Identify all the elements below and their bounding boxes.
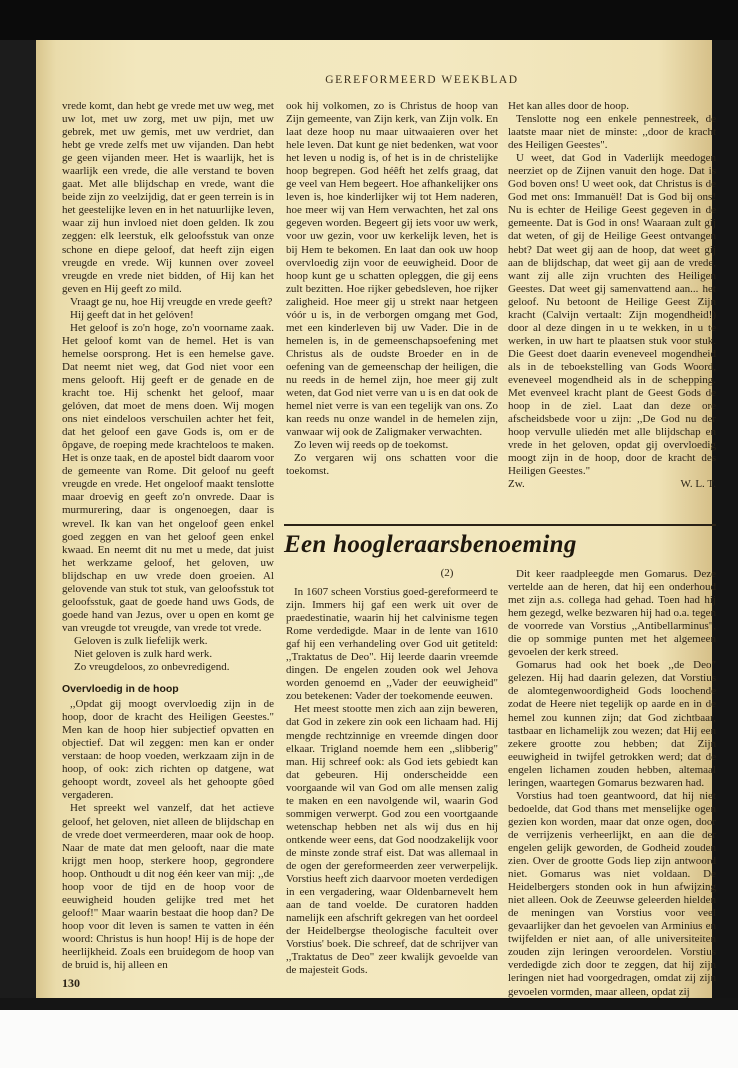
verse-line: Zo vreugdeloos, zo onbevredigend.: [74, 661, 230, 674]
article-title: Een hoogleraarsbenoeming: [284, 531, 577, 558]
paragraph: Het spreekt wel vanzelf, dat het actieve geloof, het geloven, niet alleen de blijdschap en de vrede doet vermeerderen, maar ook de hoop. Naar de mate dat men gelooft, naar die mate krijgt men hoop, sterkere hoop, gegrondere hoop. Onthoudt u dit nog één keer van mij: ,,de hoop voor de tijd en de hoop voor de eeuwigheid houden gelijke tred met het geloof!" Maar waarin bestaat die hoop dan? De hoop voor dit leven is samen te vatten in één woord: Christus is hun hoop! Hij is de hope der heerlijkheid. Zoals een bruidegom de hoop van de bruid is, hij alleen en: [62, 802, 274, 972]
article-column-left: [286, 586, 498, 977]
paragraph: Het geloof is zo'n hoge, zo'n voorname zaak. Het geloof komt van de hemel. Het is van hemelse oorsprong. Het is een hemelse gave. Dat neemt niet weg, dat God niet voor een mens gelooft. Hij geeft er de genade en de kracht toe. Hij schenkt het geloof, maar gelóven, dat moet de mens doen. Wij mogen ons niet eindeloos verschuilen achter het feit, dat het geloof een gave Gods is, om er de ôpgave, de roeping mede krachteloos te maken. Het is onze taak, en de apostel bidt daarom voor de gemeente van Rome. Dit geloof nu geeft vreugde en vrede. Het ongeloof maakt tenslotte maar droevig en geeft zo'n onvrede. Daar is murmurering, daar is ongenoegen, daar is wrevel. Ik kan van het ongeloof geen enkel goed zeggen en van het geloof geen enkel kwaad. En neemt dit nu met u mede, dat juist het werkzame geloof, het geloven, uw blijdschap en uw vrede doen groeien. Al gelovende van stuk tot stuk, van geloofsstuk tot geloofsstuk, gaat de goede hand uws Gods, de goede hand van Jezus, over u open en komt ge van vreugde tot vreugde, van vrede tot vrede.: [62, 321, 274, 634]
paragraph: Vorstius had toen geantwoord, dat hij niet bedoelde, dat God thans met menselijke ogen gezien kon worden, maar dat onze ogen, door de verrijzenis verheerlijkt, en aan die der engelen gelijk geworden, de Godheid zouden zien. Over de grootte Gods liep zijn antwoord niet. Gomarus was niet voldaan. De Heidelbergers stonden ook in hun afwijzing niet alleen. Ook de Zeeuwse geleerden hielden de meningen van Vorstius voor veel gevaarlijker dan het gevoelen van Arminius en twijfelden er niet aan, of alle universiteiten zouden zijn leringen veroordelen. Vorstius verdedigde zich door te zeggen, dat hij zijn leringen niet had voorgedragen, omdat zij zijn gevoelen vormden, maar alleen, opdat zij: [508, 789, 716, 998]
verse-line: Geloven is zulk liefelijk werk.: [74, 634, 208, 647]
paragraph: U weet, dat God in Vaderlijk meedogen neerziet op de Zijnen vanuit den hoge. Dat is God boven ons! U weet ook, dat Christus is de God met ons: Immanuël! Dat is God bij ons! Nu is echter de Heilige Geest gegeven in de gemeente. Dat is God in ons! Waaraan zult gij dat weten, of gij de Heilige Geest ontvangen hebt? Dat weet gij aan de hoop, dat weet gij aan de blijdschap, dat weet gij aan de vrede, want zij alle zijn vruchten des Heiligen Geestes. Dat weet gij samenvattend aan... het geloof. Nu betoont de Heilige Geest Zijn kracht (Calvijn vertaalt: Zijn mogendheid!) door al deze dingen in u te wekken, in u te werken, in uw hart te plaatsen stuk voor stuk. Die Geest doet daarin eveneveel mogendheid als in de teboekstelling van Gods Woord, eveneveel mogendheid als in de schepping. Met evenveel kracht plant de Geest Gods de hoop in de ziel. Laat dan deze ore afscheidsbede voor u zijn: ,,De God nu der hoop vervulle uliedén met alle blijdschap en vrede in het geloven, opdat gij overvloedig moogt zijn in de hoop, door de kracht des Heiligen Geestes.": [508, 152, 716, 478]
column-2: [286, 100, 498, 478]
scan-border-bottom: [0, 998, 738, 1010]
masthead: GEREFORMEERD WEEKBLAD: [325, 74, 519, 86]
subheading: Overvloedig in de hoop: [62, 683, 179, 696]
column-3: [508, 100, 716, 491]
paragraph: Hij geeft dat in het gelóven!: [70, 308, 194, 321]
divider-rule: [284, 524, 716, 526]
page-number: 130: [62, 976, 80, 990]
paragraph: Gomarus had ook het boek ,,de Deo" gelezen. Hij had daarin gelezen, dat Vorstius de alomtegenwoordigheid Gods loochende zodat de Heere niet tegelijk op aarde en in de hemel zou kunnen zijn; dat God zichtbaar, tastbaar en lichamelijk zou wezen; dat Hij een zekere grootte zou hebben; dat Zijn eeuwigheid in twijfel getrokken werd; dat de engelen lichamen zouden hebben, altemaal leringen, waartegen Gomarus bezwaren had.: [508, 659, 716, 789]
scan-border-top: [0, 0, 738, 40]
closing-mark: Zw.: [508, 478, 525, 491]
paragraph: ,,Opdat gij moogt overvloedig zijn in de hoop, door de kracht des Heiligen Geestes." Men kan de hoop hier subjectief opvatten en objectief. Dat wil zeggen: men kan er onder verstaan: de hoop voeden, werkzaam zijn in de hoop, of ook: zich richten op datgene, wat gehoopt wordt, zoveel als het gehoopte gôed vergaderen.: [62, 698, 274, 802]
paragraph: Het meest stootte men zich aan zijn beweren, dat God in zekere zin ook een lichaam had. Hij mengde rechtzinnige en vreemde dingen door elkaar. Trigland noemde hem een ,,slibberig" man. Hij schreef ook: als God iets gebiedt kan dat gebeuren. Hij onderscheidde een voorgaande wil van God om alle mensen zalig te maken en een navolgende wil, waarin God sommigen verwerpt. God zou een voortgaande wetenschap hebben net als wij dus en hij ontkende weer eens, dat God noodzakelijk voor de minste zonde straf eist. Dat was allemaal in de ogen der gereformeerden zeer verwerpelijk. Vorstius heeft zich daarvoor moeten verdedigen in een vergadering, waar Oldenbarnevelt hem aan de tand voelde. De curatoren hadden namelijk een afschrift gekregen van het oordeel der Heidelbergse theologische faculteit over Vorstius' boek. Die schreef, dat de schrijver van ,,Traktatus de Deo" zeer kwalijk gevoelde van de majesteit Gods.: [286, 703, 498, 977]
paragraph: Zo vergaren wij ons schatten voor die toekomst.: [286, 452, 498, 478]
paragraph: Tenslotte nog een enkele pennestreek, de laatste maar niet de minste: ,,door de kracht des Heiligen Geestes".: [508, 113, 716, 152]
scan-border-left: [0, 40, 36, 1000]
author-initials: W. L. T.: [680, 478, 716, 491]
paragraph: Vraagt ge nu, hoe Hij vreugde en vrede geeft?: [70, 295, 273, 308]
article-part-number: (2): [440, 567, 454, 579]
column-1: [62, 100, 274, 972]
paragraph: Zo leven wij reeds op de toekomst.: [294, 439, 449, 452]
paragraph: Dit keer raadpleegde men Gomarus. Deze vertelde aan de heren, dat hij een onderhoud met zijn a.s. collega had gehad. Toen had hij hem gezegd, welke bezwaren hij had o.a. tegen de voorrede van Vorstius ,,Antibellarminus", die op sommige punten met het algemeen gevoelen der kerk streed.: [508, 568, 716, 659]
article-column-right: [508, 568, 716, 999]
paragraph: Het kan alles door de hoop.: [508, 100, 629, 112]
verse-line: Niet geloven is zulk hard werk.: [74, 647, 213, 660]
paragraph: In 1607 scheen Vorstius goed-gereformeerd te zijn. Immers hij gaf een werk uit over de praedestinatie, waarin hij het calvinisme tegen Rome verdedigde. Maar in de lente van 1610 gaf hij een verhandeling over God uit getiteld: ,,Traktatus de Deo". Hij leerde daarin vreemde dingen. De engelen zouden ook wel Jehova worden genoemd en ,,Vader der eeuwigheid" zou betekenen: Vader der toekomende eeuwen.: [286, 586, 498, 703]
paragraph: ook hij volkomen, zo is Christus de hoop van Zijn gemeente, van Zijn kerk, van Zijn volk. En laat deze hoop nu maar uitwaaieren over het hele leven. Dat kunt ge niet bedenken, wat voor het leven u nodig is, of het is in de christelijke hoop begrepen. God héêft het zelfs graag, dat ge veel van Hem begeert. Hoe afhankelijker ons leven is, hoe kinderlijker wij tot Hem naderen, hoe meer wij van Hem verwachten, het zal ons gegeven worden. Begeert gij iets voor uw werk, voor uw gezin, voor uw kerkelijk leven, het is bij Hem te bekomen. En laat dan ook uw hoop overvloedig zijn voor de eeuwigheid. Door de hoop kunt ge u schatten opleggen, die gij eens zult bezitten. Hoe rijker gebedsleven, hoe rijker zaligheid. Hoe meer gij u strekt naar hetgeen vóór u is, in de verborgen omgang met God, met een kinderleven bij uw Vader. Die in de hemelen is, in de gemeenschapsoefening met Christus als de oudste Broeder en in de oefening van de gemeenschap der heiligen, die nu reeds in de hemel zijn, hoe meer gij zult weten, dat God niet verre van u is en dat ook de hemel niet verre is van een tegelijk van ons. Zo kan reeds nu onze wandel in de hemelen zijn, vanwaar wij ook de Zaligmaker verwachten.: [286, 100, 498, 439]
paragraph: vrede komt, dan hebt ge vrede met uw weg, met uw lot, met uw zorg, met uw pijn, met uw gebrek, met uw gemis, met uw verdriet, dan hebt ge vrede zelfs met uw vijanden. Dan hebt ge geen vijanden meer. Het is waarlijk, het is waarlijk een vrede, die alle verstand te boven gaat. Met alle blijdschap en vrede, want die beide zijn zo veelzijdig, dat er geen terrein is in het geestelijke leven en in het natuurlijke leven, waar zij hun invloed niet doen gelden. Ik zou zeggen: elk leerstuk, elk geloofsstuk van onze schone en diepe geloof, dat heeft zijn eigen vreugde en vrede. Wij kunnen over zoveel vreugde en vrede niet bidden, of Hij kan het geven en Hij geeft zo mild.: [62, 100, 274, 295]
signature: [508, 478, 716, 491]
